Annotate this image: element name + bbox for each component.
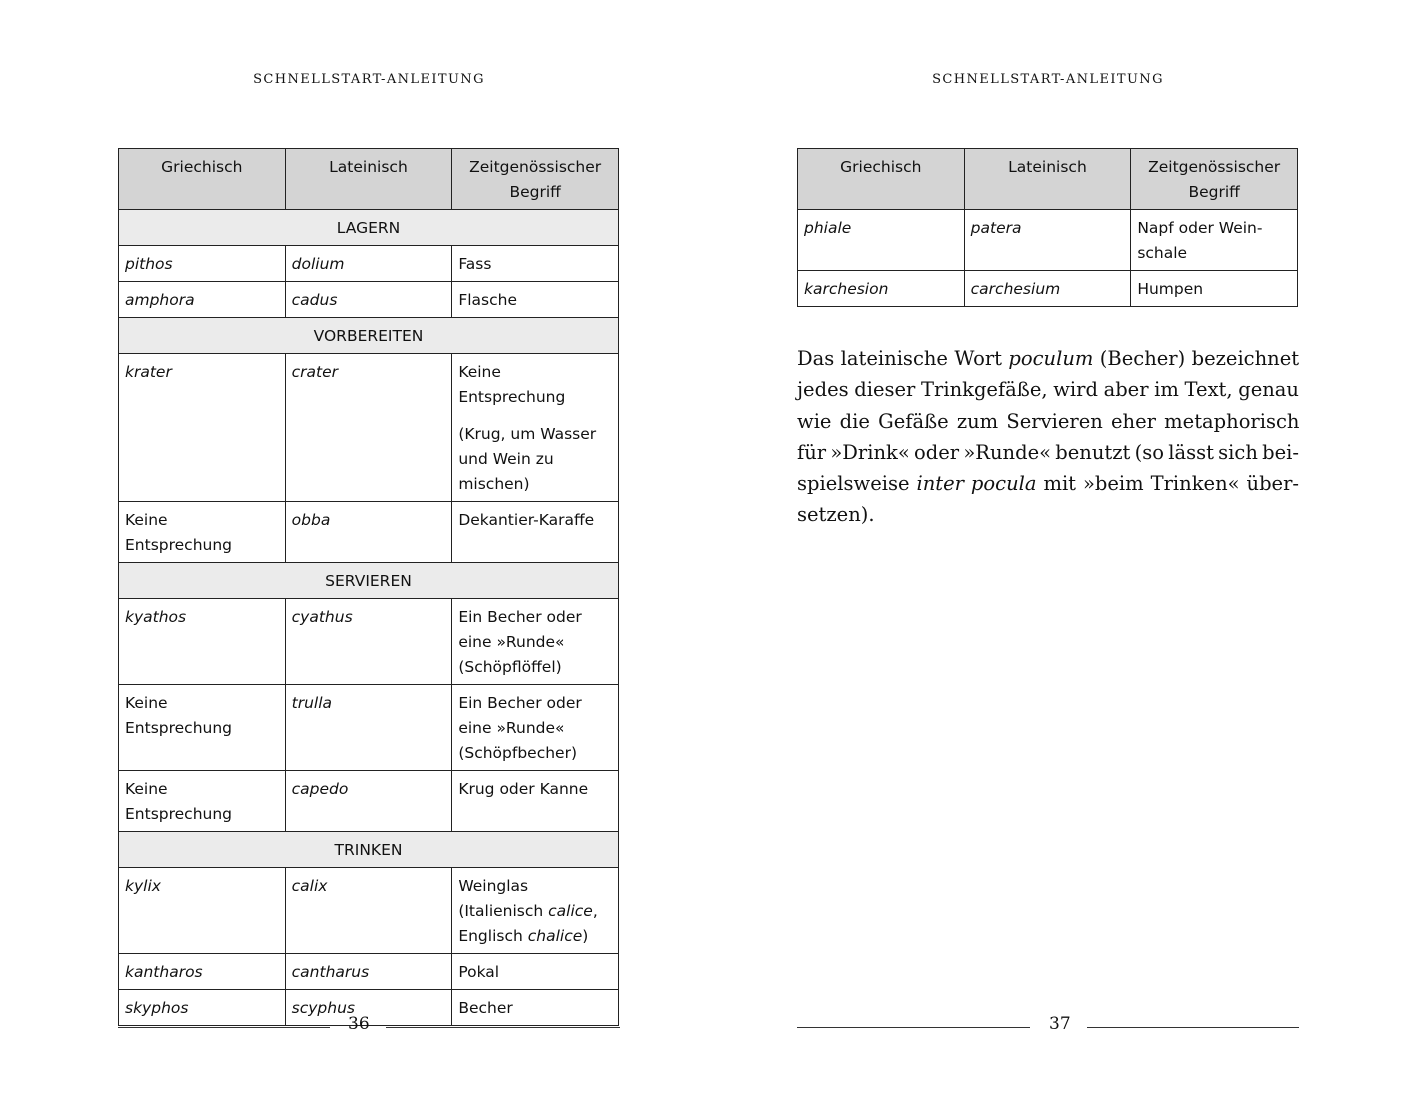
italic-term: chalice [527, 927, 583, 945]
greek-cell [119, 599, 286, 685]
text-segment: Pokal [458, 963, 500, 981]
cell-paragraph [125, 252, 279, 277]
footer-rule [118, 1027, 330, 1028]
latin-cell [964, 210, 1131, 271]
modern-cell [452, 868, 619, 954]
cell-paragraph [458, 360, 612, 410]
footer-rule [1087, 1027, 1299, 1028]
greek-cell [119, 685, 286, 771]
italic-term: cadus [291, 291, 338, 309]
text-segment: für »Drink« oder »Runde« benutzt (so lässt sich bei- [797, 440, 1299, 464]
page-number: 37 [1049, 1014, 1071, 1034]
table-row [119, 685, 619, 771]
greek-cell [119, 246, 286, 282]
table-row [119, 354, 619, 502]
paragraph-line [797, 499, 1299, 530]
cell-paragraph [292, 605, 446, 630]
paragraph-line [797, 406, 1299, 437]
cell-paragraph [458, 691, 612, 766]
greek-cell [119, 282, 286, 318]
greek-cell [119, 868, 286, 954]
table-row [798, 210, 1298, 271]
text-segment: Fass [458, 255, 492, 273]
italic-term: poculum [1008, 347, 1094, 370]
cell-paragraph [292, 360, 446, 385]
cell-paragraph [125, 288, 279, 313]
italic-term: cyathus [291, 608, 353, 626]
modern-cell [452, 599, 619, 685]
italic-term: carchesium [970, 280, 1061, 298]
cell-paragraph [292, 960, 446, 985]
cell-paragraph [1137, 277, 1291, 302]
italic-term: crater [291, 363, 339, 381]
section-row [119, 563, 619, 599]
text-segment: Das lateinische Wort [797, 347, 1009, 370]
text-segment: mit »beim Trinken« über- [1036, 472, 1299, 496]
text-segment: jedes dieser Trinkgefäße, wird aber im Text, genau [797, 378, 1299, 402]
column-header-modern: Zeitgenössischer Begriff [1131, 149, 1298, 210]
modern-cell [452, 246, 619, 282]
cell-paragraph [125, 874, 279, 899]
modern-cell [452, 685, 619, 771]
text-segment: Ein Becher oder eine »Runde« (Schöpfbecher) [458, 694, 582, 762]
italic-term: kylix [125, 877, 161, 895]
latin-cell [285, 954, 452, 990]
latin-cell [285, 246, 452, 282]
text-segment: setzen). [797, 503, 875, 527]
cell-paragraph [125, 605, 279, 630]
section-heading: VORBEREITEN [119, 318, 619, 354]
text-segment: Keine Entsprechung [125, 780, 233, 823]
section-row [119, 318, 619, 354]
greek-cell [798, 210, 965, 271]
modern-cell [1131, 210, 1298, 271]
modern-cell [452, 954, 619, 990]
column-header-latin: Lateinisch [964, 149, 1131, 210]
italic-term: capedo [291, 780, 349, 798]
italic-term: patera [970, 219, 1022, 237]
latin-cell [285, 599, 452, 685]
section-row [119, 210, 619, 246]
paragraph-line [797, 374, 1299, 405]
section-heading: TRINKEN [119, 832, 619, 868]
cell-paragraph [458, 508, 612, 533]
page-number: 36 [348, 1014, 370, 1034]
column-header-greek: Griechisch [119, 149, 286, 210]
table-row [119, 246, 619, 282]
italic-term: dolium [291, 255, 345, 273]
text-segment: Becher [458, 999, 513, 1017]
latin-cell [285, 685, 452, 771]
table-row [119, 771, 619, 832]
greek-cell [119, 954, 286, 990]
text-segment: Flasche [458, 291, 517, 309]
modern-cell [452, 502, 619, 563]
italic-term: pithos [125, 255, 173, 273]
text-segment: ) [582, 927, 589, 945]
footer-rule [797, 1027, 1030, 1028]
italic-term: skyphos [125, 999, 189, 1017]
cell-paragraph [804, 216, 958, 241]
paragraph-line [797, 343, 1299, 374]
cell-paragraph [458, 288, 612, 313]
column-header-latin: Lateinisch [285, 149, 452, 210]
cell-paragraph [292, 691, 446, 716]
table-row [119, 954, 619, 990]
cell-paragraph [1137, 216, 1291, 266]
table-row [119, 282, 619, 318]
italic-term: scyphus [291, 999, 355, 1017]
italic-term: kantharos [125, 963, 203, 981]
text-segment: Weinglas (Italienisch [458, 877, 549, 920]
text-segment: Ein Becher oder eine »Runde« (Schöpflöffel) [458, 608, 582, 676]
running-head-right: SCHNELLSTART-ANLEITUNG [932, 72, 1164, 87]
table-row [119, 868, 619, 954]
cell-paragraph [971, 216, 1125, 241]
text-segment: Keine Entsprechung [125, 694, 233, 737]
italic-term: amphora [125, 291, 195, 309]
greek-cell [119, 771, 286, 832]
column-header-modern: Zeitgenössischer Begriff [452, 149, 619, 210]
table-row [798, 271, 1298, 307]
cell-paragraph [125, 508, 279, 558]
modern-cell [452, 354, 619, 502]
italic-term: kyathos [125, 608, 187, 626]
cell-paragraph [458, 252, 612, 277]
italic-term: calice [548, 902, 593, 920]
page-footer-right [797, 1014, 1299, 1040]
latin-cell [285, 282, 452, 318]
cell-paragraph [292, 508, 446, 533]
text-segment: Keine Entsprechung [458, 363, 566, 406]
cell-paragraph [292, 777, 446, 802]
latin-cell [285, 354, 452, 502]
section-row [119, 832, 619, 868]
latin-cell [285, 771, 452, 832]
latin-cell [285, 502, 452, 563]
cell-paragraph [292, 874, 446, 899]
cell-paragraph [971, 277, 1125, 302]
cell-paragraph [458, 422, 612, 497]
text-segment: Dekantier-Karaffe [458, 511, 595, 529]
cell-paragraph [804, 277, 958, 302]
cell-paragraph [292, 288, 446, 313]
modern-cell [452, 282, 619, 318]
italic-term: inter pocula [916, 472, 1037, 496]
greek-cell [119, 354, 286, 502]
italic-term: calix [291, 877, 328, 895]
vessel-table-right [797, 148, 1298, 307]
text-segment: spielsweise [797, 472, 917, 496]
text-segment: (Becher) bezeichnet [1093, 347, 1300, 370]
greek-cell [798, 271, 965, 307]
text-segment: (Krug, um Wasser und Wein zu mischen) [458, 425, 597, 493]
cell-paragraph [458, 605, 612, 680]
text-segment: Krug oder Kanne [458, 780, 589, 798]
italic-term: cantharus [291, 963, 370, 981]
latin-cell [285, 868, 452, 954]
cell-paragraph [458, 960, 612, 985]
paragraph-line [797, 468, 1299, 499]
cell-paragraph [125, 777, 279, 827]
vessel-table-left [118, 148, 619, 1026]
greek-cell [119, 502, 286, 563]
cell-paragraph [125, 691, 279, 741]
cell-paragraph [458, 874, 612, 949]
italic-term: trulla [291, 694, 333, 712]
cell-paragraph [125, 960, 279, 985]
text-segment: wie die Gefäße zum Servieren eher metaphorisch [797, 409, 1300, 433]
text-segment: Napf oder Wein-schale [1137, 219, 1263, 262]
running-head-left: SCHNELLSTART-ANLEITUNG [253, 72, 485, 87]
text-segment: Humpen [1137, 280, 1204, 298]
italic-term: phiale [804, 219, 852, 237]
cell-paragraph [125, 360, 279, 385]
modern-cell [1131, 271, 1298, 307]
page-footer-left [118, 1014, 620, 1040]
italic-term: karchesion [804, 280, 889, 298]
text-segment: Keine Entsprechung [125, 511, 233, 554]
section-heading: LAGERN [119, 210, 619, 246]
table-row [119, 502, 619, 563]
italic-term: krater [125, 363, 172, 381]
modern-cell [452, 771, 619, 832]
column-header-greek: Griechisch [798, 149, 965, 210]
paragraph-line [797, 437, 1299, 468]
cell-paragraph [458, 777, 612, 802]
text-segment: , Englisch [458, 902, 598, 945]
section-heading: SERVIEREN [119, 563, 619, 599]
table-row [119, 599, 619, 685]
italic-term: obba [291, 511, 331, 529]
latin-cell [964, 271, 1131, 307]
footer-rule [386, 1027, 620, 1028]
body-paragraph [797, 343, 1299, 531]
cell-paragraph [292, 252, 446, 277]
